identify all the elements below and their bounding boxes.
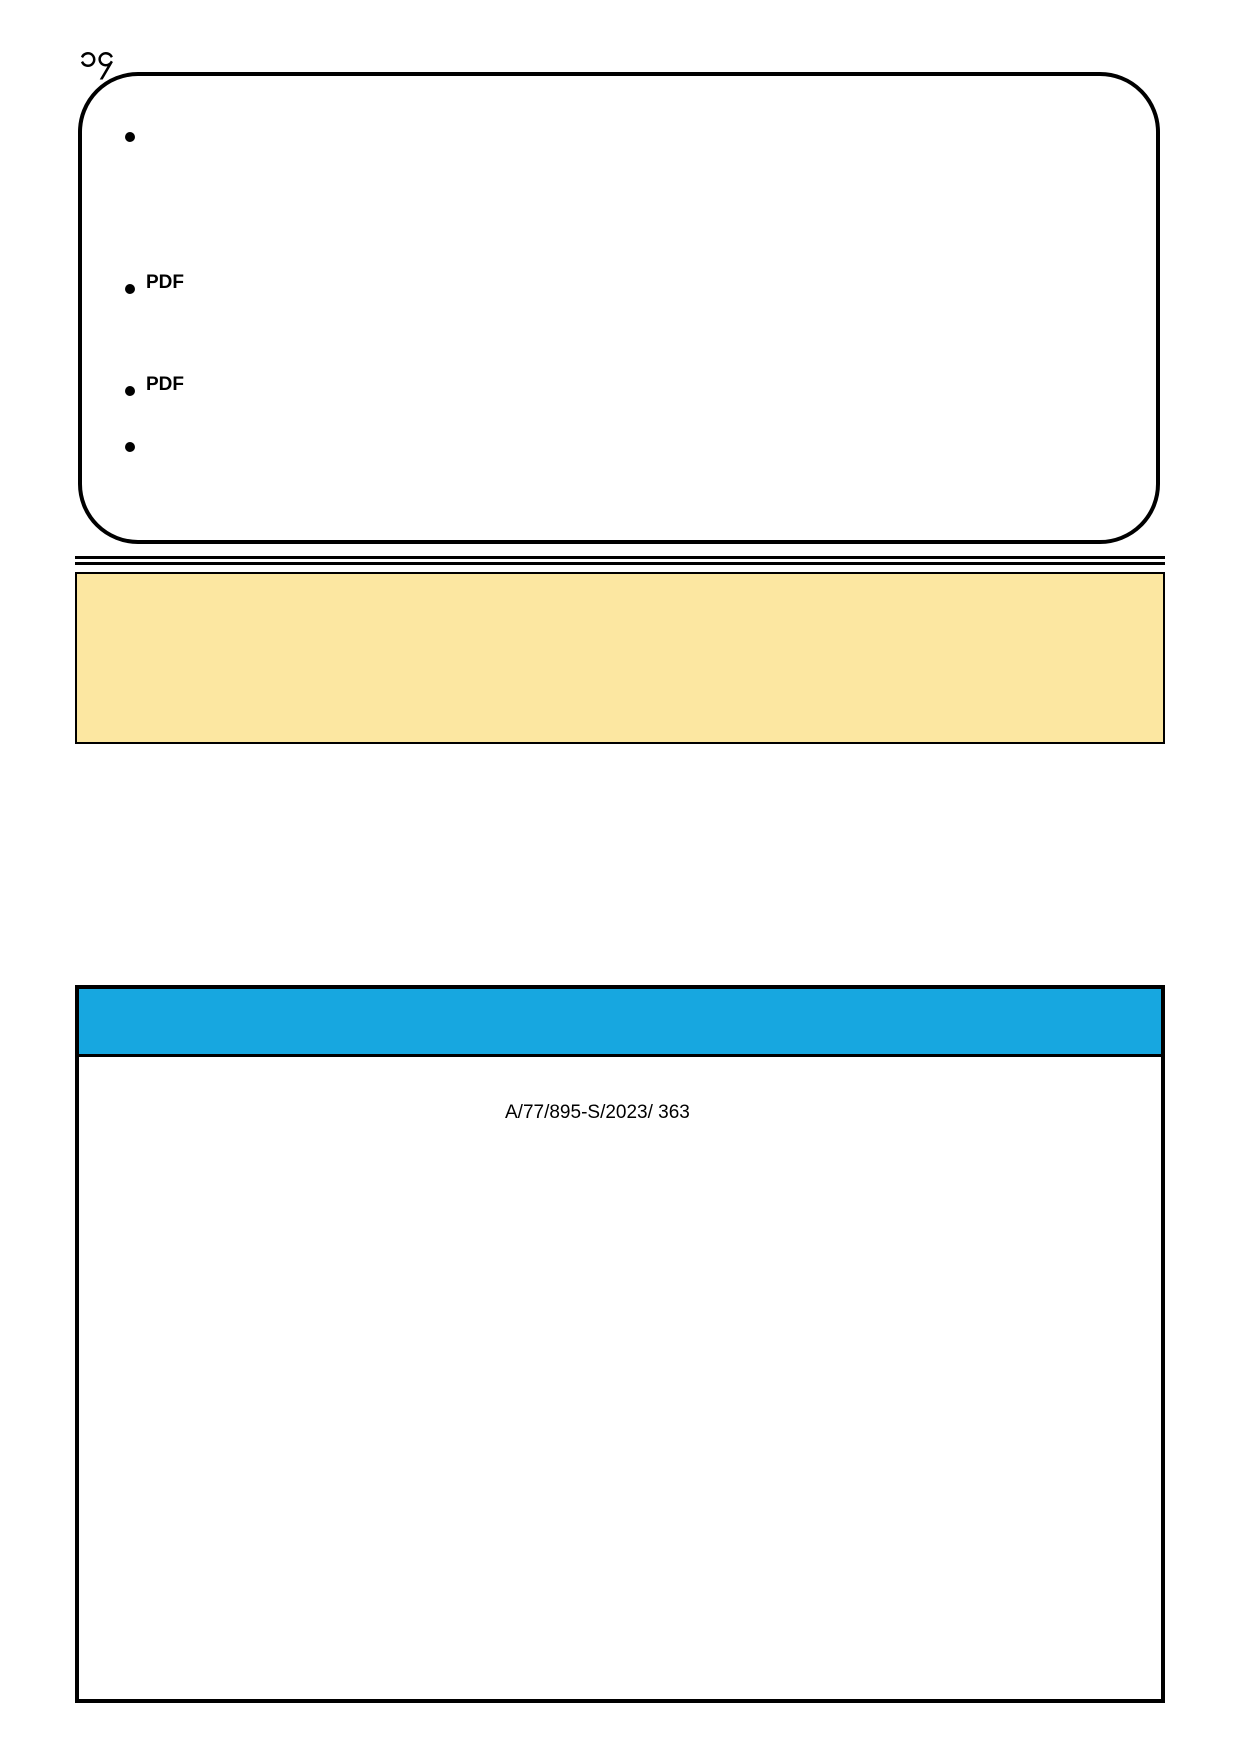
response-section-header (79, 989, 1161, 1057)
intro-column-left (80, 760, 620, 975)
bullet-dot (125, 386, 135, 396)
page-number: ၁၄ (80, 39, 114, 74)
bullet-dot (125, 284, 135, 294)
bullet-box (78, 72, 1160, 544)
response-body (100, 1068, 1140, 1688)
bullet-pdf-label: PDF (146, 272, 184, 293)
document-symbol: A/77/895-S/2023/ 363 (505, 1102, 690, 1123)
bullet-dot (125, 132, 135, 142)
intro-column-right (625, 760, 1165, 975)
section-divider (75, 556, 1165, 559)
bullet-dot (125, 442, 135, 452)
section-divider (75, 562, 1165, 565)
bullet-pdf-label: PDF (146, 374, 184, 395)
title-box (75, 572, 1165, 744)
